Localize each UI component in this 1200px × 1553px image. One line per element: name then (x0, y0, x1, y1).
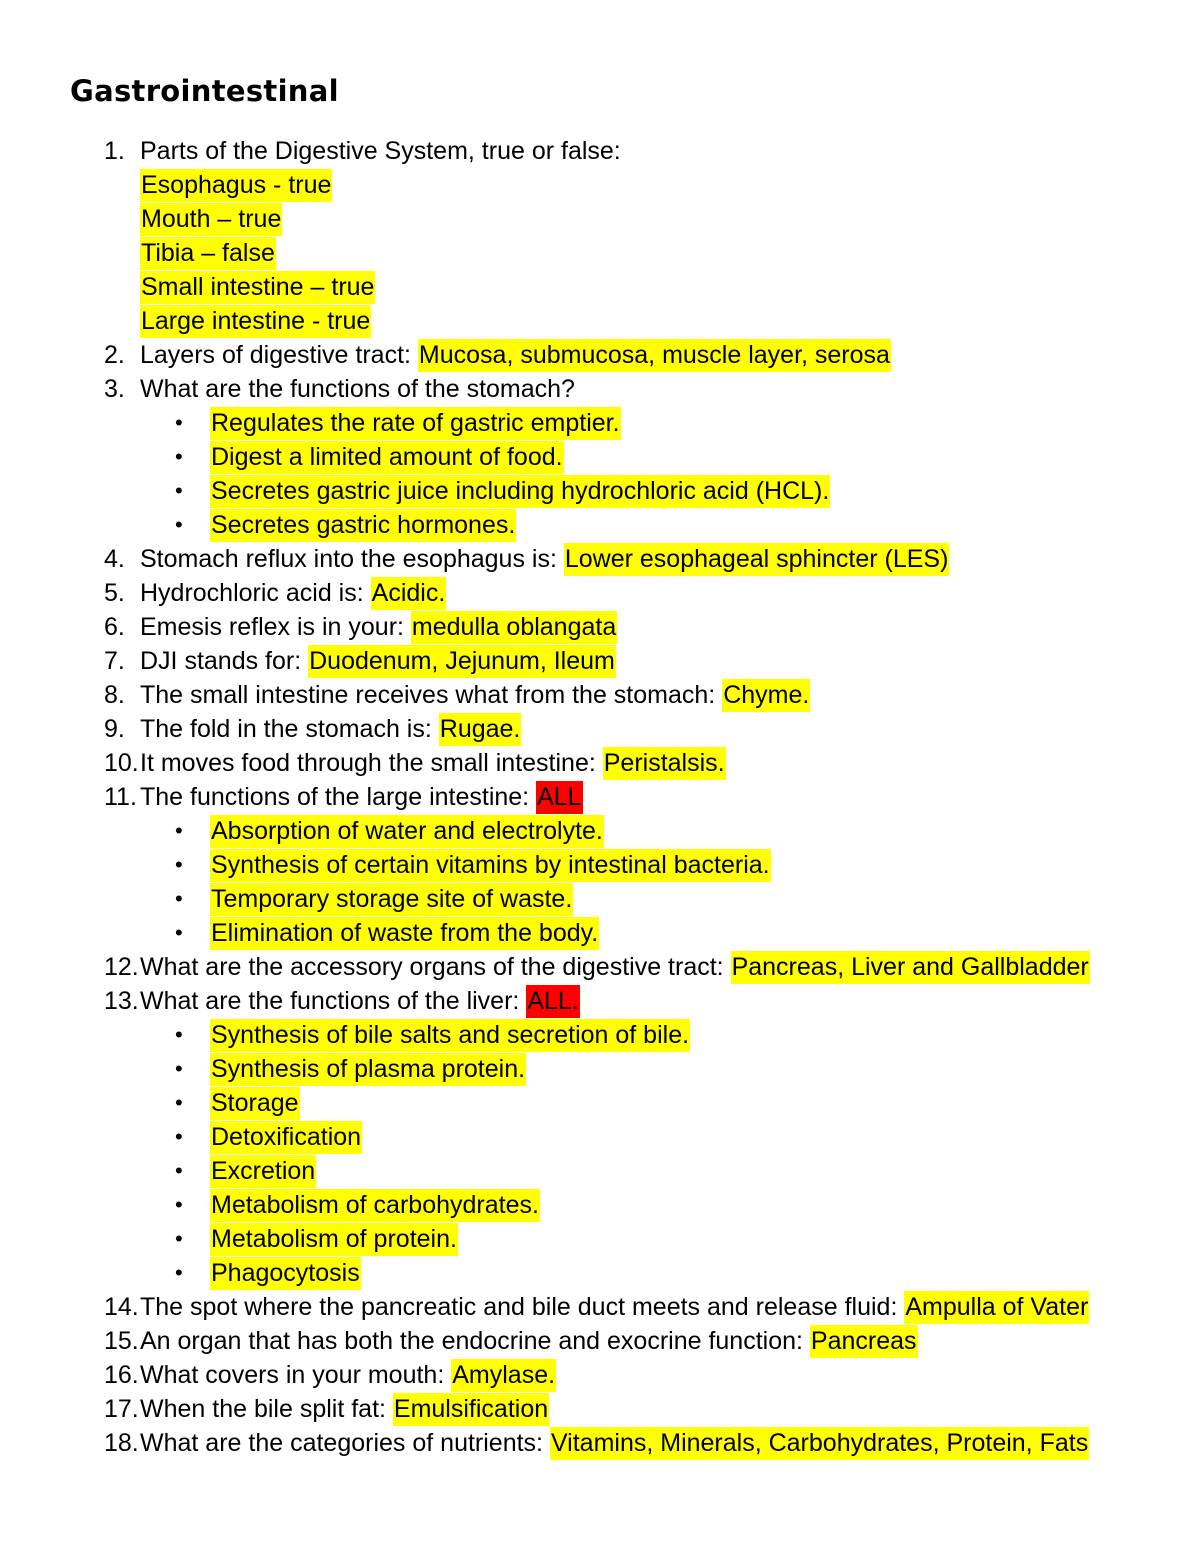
highlighted-answer: medulla oblangata (411, 611, 617, 644)
question-13 (0, 984, 1200, 1018)
highlighted-answer: Synthesis of bile salts and secretion of bile. (210, 1019, 690, 1052)
question-text: What are the functions of the stomach? (140, 375, 575, 403)
highlighted-answer: Elimination of waste from the body. (210, 917, 599, 950)
highlighted-answer: Digest a limited amount of food. (210, 441, 564, 474)
question-number: 1. (104, 137, 125, 165)
bullet-item (0, 1086, 1200, 1120)
question-text: When the bile split fat: (140, 1395, 393, 1423)
question-number: 7. (104, 647, 125, 675)
document-title: Gastrointestinal (70, 74, 339, 108)
highlighted-answer: Chyme. (722, 679, 810, 712)
highlighted-answer: Secretes gastric hormones. (210, 509, 516, 542)
question-11 (0, 780, 1200, 814)
question-text: Emesis reflex is in your: (140, 613, 411, 641)
bullet-icon: • (175, 852, 183, 877)
highlighted-answer: Detoxification (210, 1121, 362, 1154)
bullet-icon: • (175, 1260, 183, 1285)
question-number: 5. (104, 579, 125, 607)
question-number: 13. (104, 987, 139, 1015)
question-number: 14. (104, 1293, 139, 1321)
answer-line (0, 236, 1200, 270)
question-12 (0, 950, 1200, 984)
highlighted-answer: Esophagus - true (140, 169, 332, 202)
highlighted-answer: Storage (210, 1087, 300, 1120)
bullet-icon: • (175, 886, 183, 911)
answer-line (0, 304, 1200, 338)
highlighted-answer: Phagocytosis (210, 1257, 361, 1290)
bullet-item (0, 1188, 1200, 1222)
bullet-icon: • (175, 478, 183, 503)
highlighted-answer: Duodenum, Jejunum, Ileum (308, 645, 616, 678)
question-6 (0, 610, 1200, 644)
bullet-item (0, 1018, 1200, 1052)
bullet-icon: • (175, 1090, 183, 1115)
highlighted-answer: Tibia – false (140, 237, 276, 270)
bullet-item (0, 916, 1200, 950)
highlighted-answer: Peristalsis. (603, 747, 726, 780)
question-7 (0, 644, 1200, 678)
question-number: 2. (104, 341, 125, 369)
question-15 (0, 1324, 1200, 1358)
question-number: 18. (104, 1429, 139, 1457)
question-number: 15. (104, 1327, 139, 1355)
question-number: 3. (104, 375, 125, 403)
highlighted-answer: Regulates the rate of gastric emptier. (210, 407, 621, 440)
question-number: 17. (104, 1395, 139, 1423)
red-highlighted-answer: ALL (536, 781, 582, 814)
highlighted-answer: Small intestine – true (140, 271, 375, 304)
highlighted-answer: Acidic. (371, 577, 447, 610)
question-number: 6. (104, 613, 125, 641)
question-5 (0, 576, 1200, 610)
highlighted-answer: Synthesis of plasma protein. (210, 1053, 526, 1086)
question-text: What are the functions of the liver: (140, 987, 527, 1015)
question-text: An organ that has both the endocrine and exocrine function: (140, 1327, 810, 1355)
question-8 (0, 678, 1200, 712)
highlighted-answer: Metabolism of carbohydrates. (210, 1189, 540, 1222)
highlighted-answer: Mouth – true (140, 203, 282, 236)
highlighted-answer: Pancreas, Liver and Gallbladder (731, 951, 1090, 984)
bullet-item (0, 474, 1200, 508)
question-3 (0, 372, 1200, 406)
question-text: The functions of the large intestine: (140, 783, 537, 811)
bullet-item (0, 882, 1200, 916)
question-number: 8. (104, 681, 125, 709)
question-9 (0, 712, 1200, 746)
question-number: 10. (104, 749, 139, 777)
question-text: What covers in your mouth: (140, 1361, 452, 1389)
bullet-icon: • (175, 410, 183, 435)
bullet-item (0, 1120, 1200, 1154)
question-14 (0, 1290, 1200, 1324)
bullet-item (0, 1222, 1200, 1256)
question-list (0, 134, 1200, 1460)
question-number: 16. (104, 1361, 139, 1389)
answer-line (0, 202, 1200, 236)
question-text: Hydrochloric acid is: (140, 579, 371, 607)
bullet-item (0, 440, 1200, 474)
bullet-item (0, 406, 1200, 440)
question-text: The spot where the pancreatic and bile duct meets and release fluid: (140, 1293, 905, 1321)
highlighted-answer: Amylase. (451, 1359, 556, 1392)
bullet-icon: • (175, 1226, 183, 1251)
highlighted-answer: Temporary storage site of waste. (210, 883, 573, 916)
highlighted-answer: Large intestine - true (140, 305, 371, 338)
bullet-icon: • (175, 1192, 183, 1217)
bullet-icon: • (175, 1022, 183, 1047)
question-number: 12. (104, 953, 139, 981)
bullet-icon: • (175, 1056, 183, 1081)
question-18 (0, 1426, 1200, 1460)
bullet-item (0, 814, 1200, 848)
question-text: What are the accessory organs of the digestive tract: (140, 953, 731, 981)
highlighted-answer: Mucosa, submucosa, muscle layer, serosa (418, 339, 891, 372)
question-2 (0, 338, 1200, 372)
bullet-item (0, 848, 1200, 882)
answer-line (0, 270, 1200, 304)
question-text: The fold in the stomach is: (140, 715, 439, 743)
highlighted-answer: Excretion (210, 1155, 316, 1188)
question-text: Layers of digestive tract: (140, 341, 418, 369)
highlighted-answer: Synthesis of certain vitamins by intestinal bacteria. (210, 849, 771, 882)
highlighted-answer: Ampulla of Vater (904, 1291, 1089, 1324)
question-text: Stomach reflux into the esophagus is: (140, 545, 564, 573)
question-4 (0, 542, 1200, 576)
answer-line (0, 168, 1200, 202)
bullet-item (0, 1052, 1200, 1086)
highlighted-answer: Lower esophageal sphincter (LES) (564, 543, 950, 576)
question-number: 4. (104, 545, 125, 573)
question-number: 11. (104, 783, 137, 811)
question-number: 9. (104, 715, 125, 743)
bullet-icon: • (175, 1158, 183, 1183)
highlighted-answer: Pancreas (810, 1325, 918, 1358)
question-17 (0, 1392, 1200, 1426)
highlighted-answer: Rugae. (439, 713, 522, 746)
question-16 (0, 1358, 1200, 1392)
question-1 (0, 134, 1200, 168)
highlighted-answer: Metabolism of protein. (210, 1223, 458, 1256)
bullet-item (0, 1154, 1200, 1188)
question-text: Parts of the Digestive System, true or false: (140, 137, 621, 165)
question-10 (0, 746, 1200, 780)
highlighted-answer: Secretes gastric juice including hydrochloric acid (HCL). (210, 475, 830, 508)
bullet-item (0, 1256, 1200, 1290)
bullet-icon: • (175, 920, 183, 945)
bullet-icon: • (175, 512, 183, 537)
question-text: What are the categories of nutrients: (140, 1429, 550, 1457)
highlighted-answer: Emulsification (393, 1393, 549, 1426)
bullet-icon: • (175, 1124, 183, 1149)
red-highlighted-answer: ALL. (526, 985, 579, 1018)
highlighted-answer: Absorption of water and electrolyte. (210, 815, 604, 848)
bullet-icon: • (175, 818, 183, 843)
question-text: It moves food through the small intestine: (140, 749, 603, 777)
bullet-item (0, 508, 1200, 542)
highlighted-answer: Vitamins, Minerals, Carbohydrates, Protein, Fats (550, 1427, 1089, 1460)
question-text: DJI stands for: (140, 647, 309, 675)
question-text: The small intestine receives what from the stomach: (140, 681, 723, 709)
bullet-icon: • (175, 444, 183, 469)
